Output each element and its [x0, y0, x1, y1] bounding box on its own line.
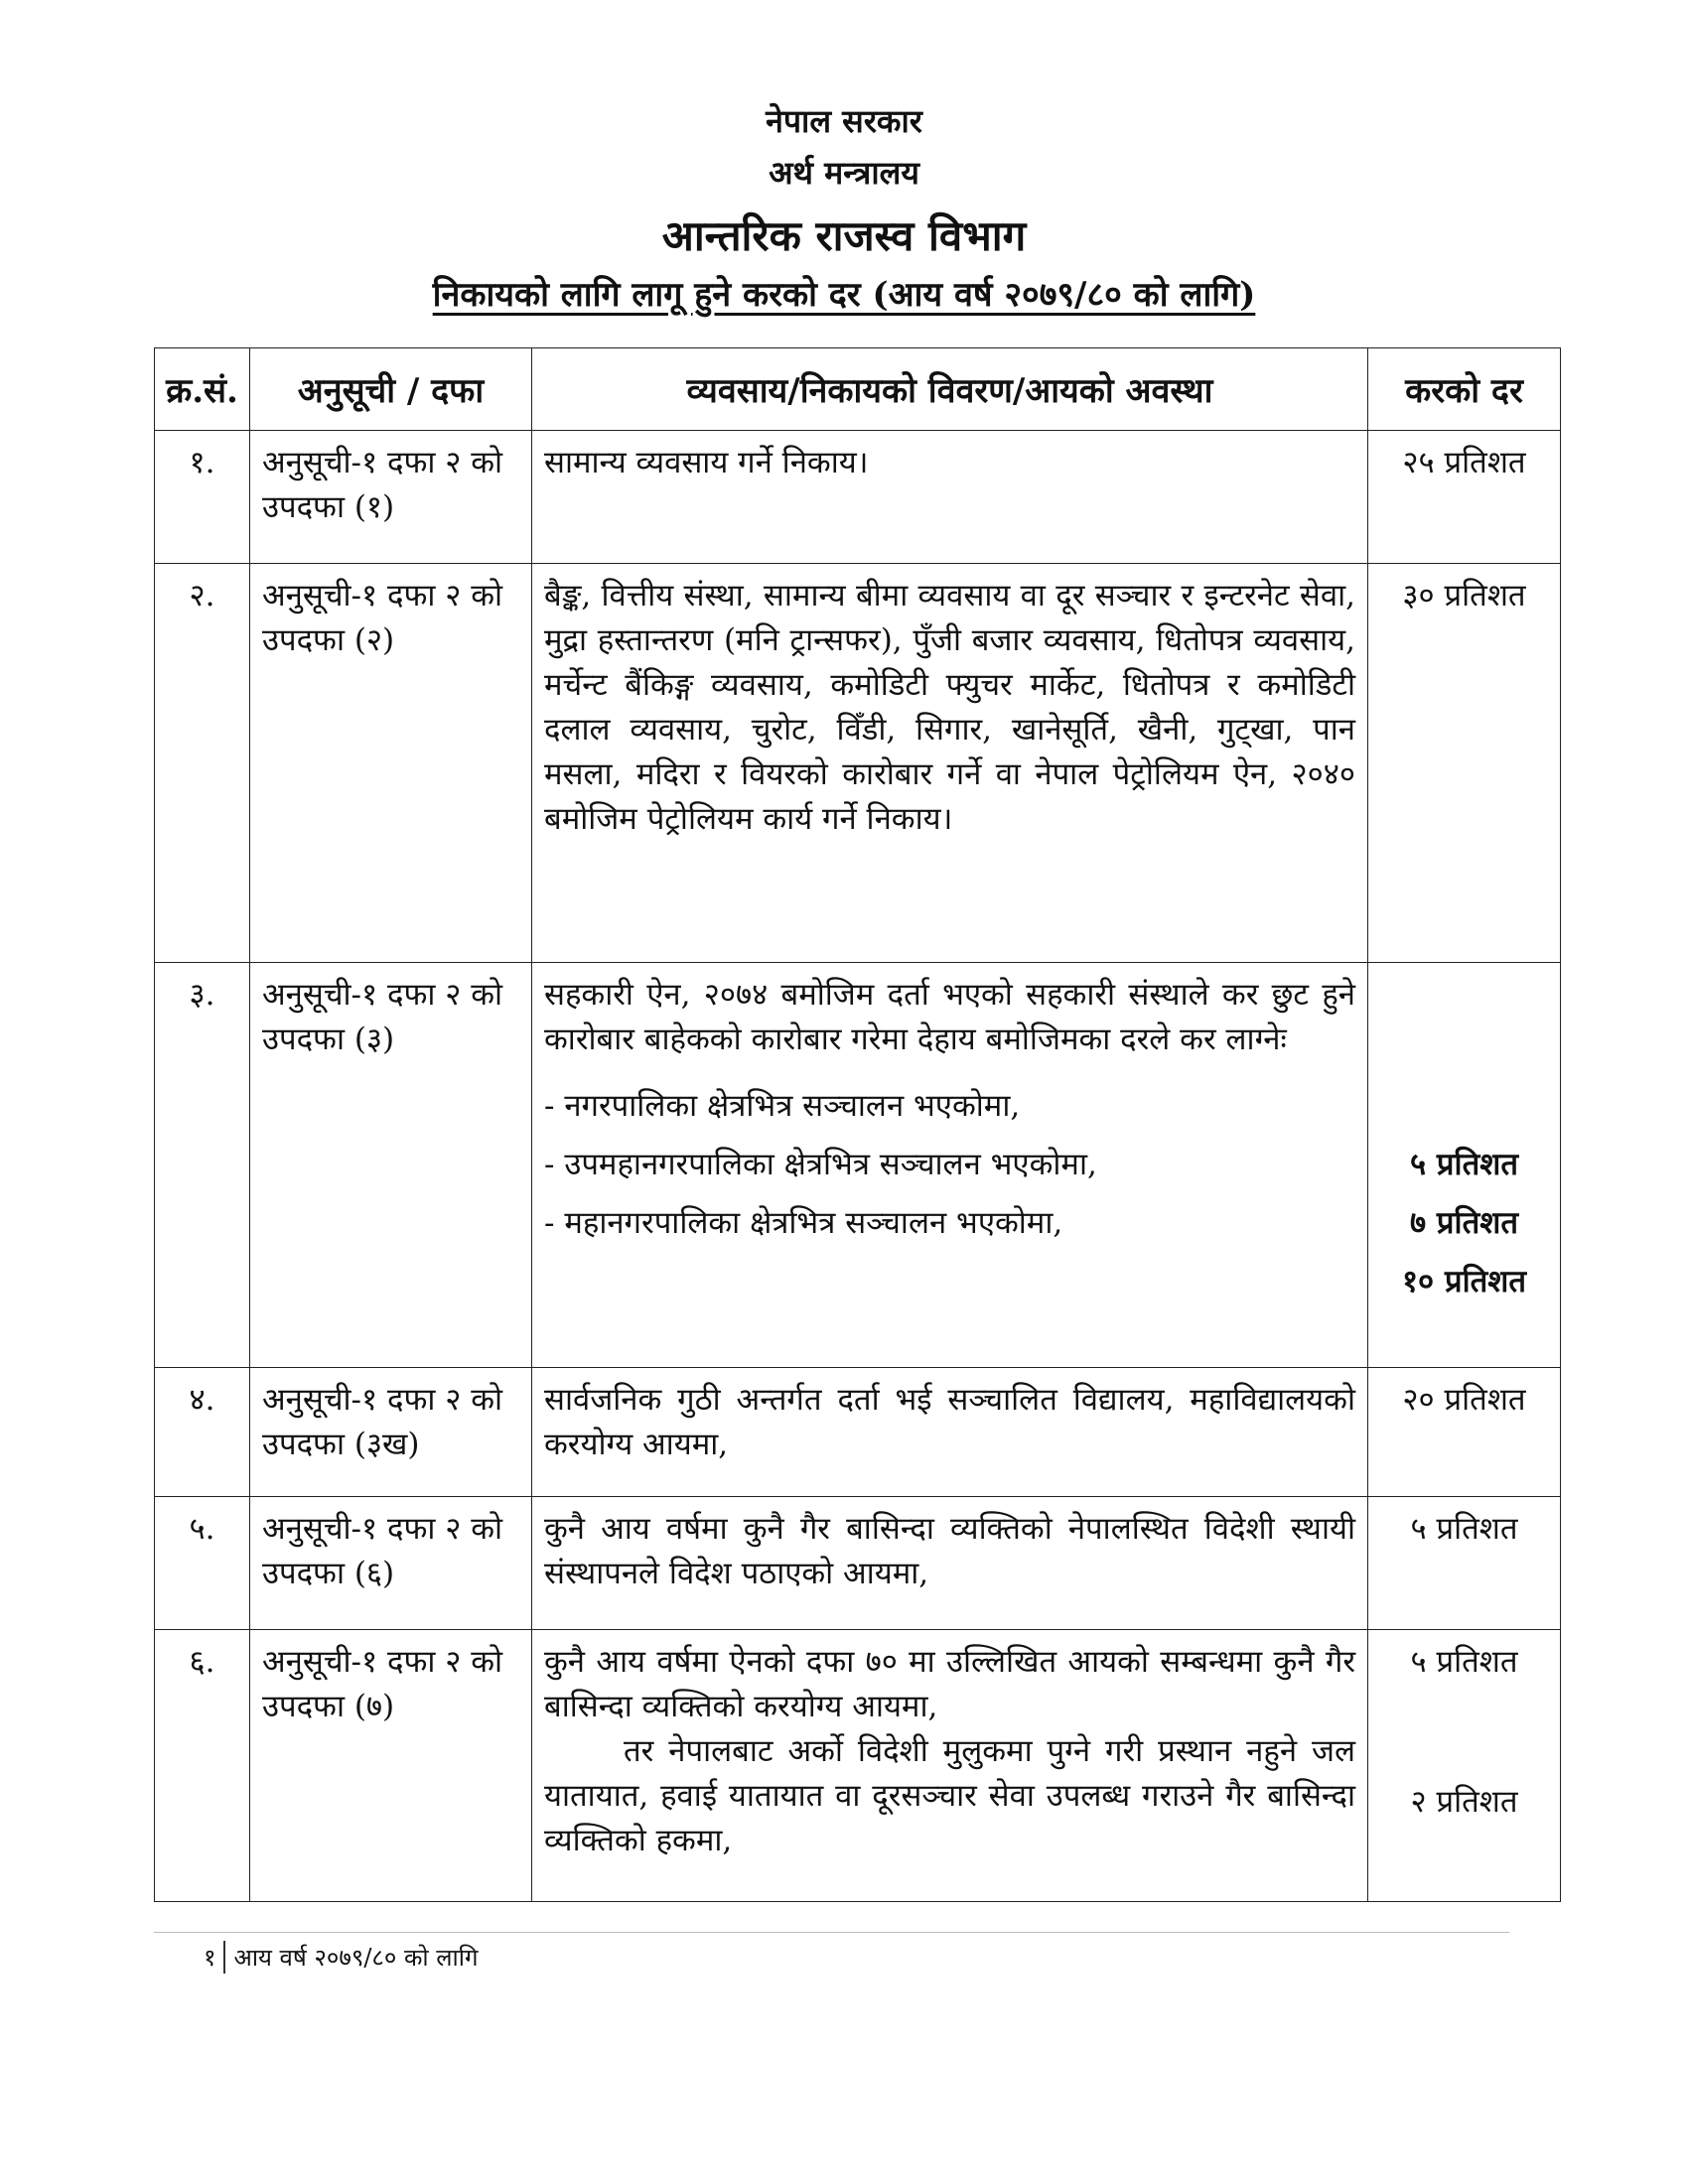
table-row	[155, 1630, 1561, 1902]
bullet-item: - उपमहानगरपालिका क्षेत्रभित्र सञ्चालन भएकोमा,	[544, 1147, 1097, 1182]
table-row	[155, 564, 1561, 963]
page-number: १	[204, 1941, 225, 1974]
schedule-cell: अनुसूची-१ दफा २ को उपदफा (७)	[250, 1630, 532, 1902]
footer-rule	[154, 1932, 1509, 1933]
schedule-cell: अनुसूची-१ दफा २ को उपदफा (३)	[250, 963, 532, 1368]
rate-cell: ३० प्रतिशत	[1368, 564, 1561, 963]
column-header-serial: क्र.सं.	[155, 348, 250, 431]
rate-value: १० प्रतिशत	[1401, 1264, 1527, 1299]
footer-text: आय वर्ष २०७९/८० को लागि	[233, 1944, 479, 1972]
rate-cell: २५ प्रतिशत	[1368, 431, 1561, 564]
column-header-description: व्यवसाय/निकायको विवरण/आयको अवस्था	[532, 348, 1368, 431]
schedule-cell: अनुसूची-१ दफा २ को उपदफा (३ख)	[250, 1368, 532, 1497]
table-header-row	[155, 348, 1561, 431]
ministry-name: अर्थ मन्त्रालय	[769, 154, 919, 192]
rate-cell: ५ प्रतिशत	[1368, 1497, 1561, 1630]
page-footer	[204, 1941, 479, 1974]
rate-value: ७ प्रतिशत	[1409, 1205, 1518, 1241]
table-row	[155, 431, 1561, 564]
document-title: निकायको लागि लागू हुने करको दर (आय वर्ष २०७९/८० को लागि)	[432, 275, 1256, 315]
table-row	[155, 1368, 1561, 1497]
serial-cell: १.	[155, 431, 250, 564]
serial-cell: २.	[155, 564, 250, 963]
government-name: नेपाल सरकार	[766, 102, 922, 140]
tax-rate-table	[154, 347, 1561, 1902]
rate-cell	[1368, 1630, 1561, 1902]
column-header-schedule: अनुसूची / दफा	[250, 348, 532, 431]
description-cell: सार्वजनिक गुठी अन्तर्गत दर्ता भई सञ्चालित विद्यालय, महाविद्यालयको करयोग्य आयमा,	[532, 1368, 1368, 1497]
table-row	[155, 1497, 1561, 1630]
rate-cell	[1368, 963, 1561, 1368]
table-row	[155, 963, 1561, 1368]
schedule-cell: अनुसूची-१ दफा २ को उपदफा (२)	[250, 564, 532, 963]
description-cell: बैङ्क, वित्तीय संस्था, सामान्य बीमा व्यवसाय वा दूर सञ्चार र इन्टरनेट सेवा, मुद्रा हस्तान्तरण (मनि ट्रान्सफर), पुँजी बजार व्यवसाय, धितोपत्र व्यवसाय, मर्चेन्ट बैंकिङ्ग व्यवसाय, कमोडिटी फ्युचर मार्केट, धितोपत्र र कमोडिटी दलाल व्यवसाय, चुरोट, विँडी, सिगार, खानेसूर्ति, खैनी, गुट्खा, पान मसला, मदिरा र वियरको कारोबार गर्ने वा नेपाल पेट्रोलियम ऐन, २०४० बमोजिम पेट्रोलियम कार्य गर्ने निकाय।	[532, 564, 1368, 963]
description-cell	[532, 963, 1368, 1368]
description-cell	[532, 1630, 1368, 1902]
schedule-cell: अनुसूची-१ दफा २ को उपदफा (६)	[250, 1497, 532, 1630]
description-text: सहकारी ऐन, २०७४ बमोजिम दर्ता भएको सहकारी संस्थाले कर छुट हुने कारोबार बाहेकको कारोबार गरेमा देहाय बमोजिमका दरले कर लाग्नेः	[544, 977, 1355, 1057]
department-name: आन्तरिक राजस्व विभाग	[661, 211, 1027, 260]
rate-value: २ प्रतिशत	[1410, 1784, 1518, 1820]
serial-cell: ३.	[155, 963, 250, 1368]
description-text: कुनै आय वर्षमा ऐनको दफा ७० मा उल्लिखित आयको सम्बन्धमा कुनै गैर बासिन्दा व्यक्तिको करयोग्य आयमा,	[544, 1644, 1355, 1724]
serial-cell: ४.	[155, 1368, 250, 1497]
serial-cell: ६.	[155, 1630, 250, 1902]
rate-value: ५ प्रतिशत	[1409, 1147, 1518, 1182]
column-header-rate: करको दर	[1368, 348, 1561, 431]
serial-cell: ५.	[155, 1497, 250, 1630]
description-cell: सामान्य व्यवसाय गर्ने निकाय।	[532, 431, 1368, 564]
bullet-item: - नगरपालिका क्षेत्रभित्र सञ्चालन भएकोमा,	[544, 1088, 1021, 1124]
rate-cell: २० प्रतिशत	[1368, 1368, 1561, 1497]
description-cell: कुनै आय वर्षमा कुनै गैर बासिन्दा व्यक्तिको नेपालस्थित विदेशी स्थायी संस्थापनले विदेश पठाएको आयमा,	[532, 1497, 1368, 1630]
rate-value: ५ प्रतिशत	[1410, 1644, 1518, 1680]
bullet-item: - महानगरपालिका क्षेत्रभित्र सञ्चालन भएकोमा,	[544, 1205, 1063, 1241]
schedule-cell: अनुसूची-१ दफा २ को उपदफा (१)	[250, 431, 532, 564]
proviso-text: तर नेपालबाट अर्को विदेशी मुलुकमा पुग्ने गरी प्रस्थान नहुने जल यातायात, हवाई यातायात वा दूरसञ्चार सेवा उपलब्ध गराउने गैर बासिन्दा व्यक्तिको हकमा,	[544, 1733, 1355, 1858]
